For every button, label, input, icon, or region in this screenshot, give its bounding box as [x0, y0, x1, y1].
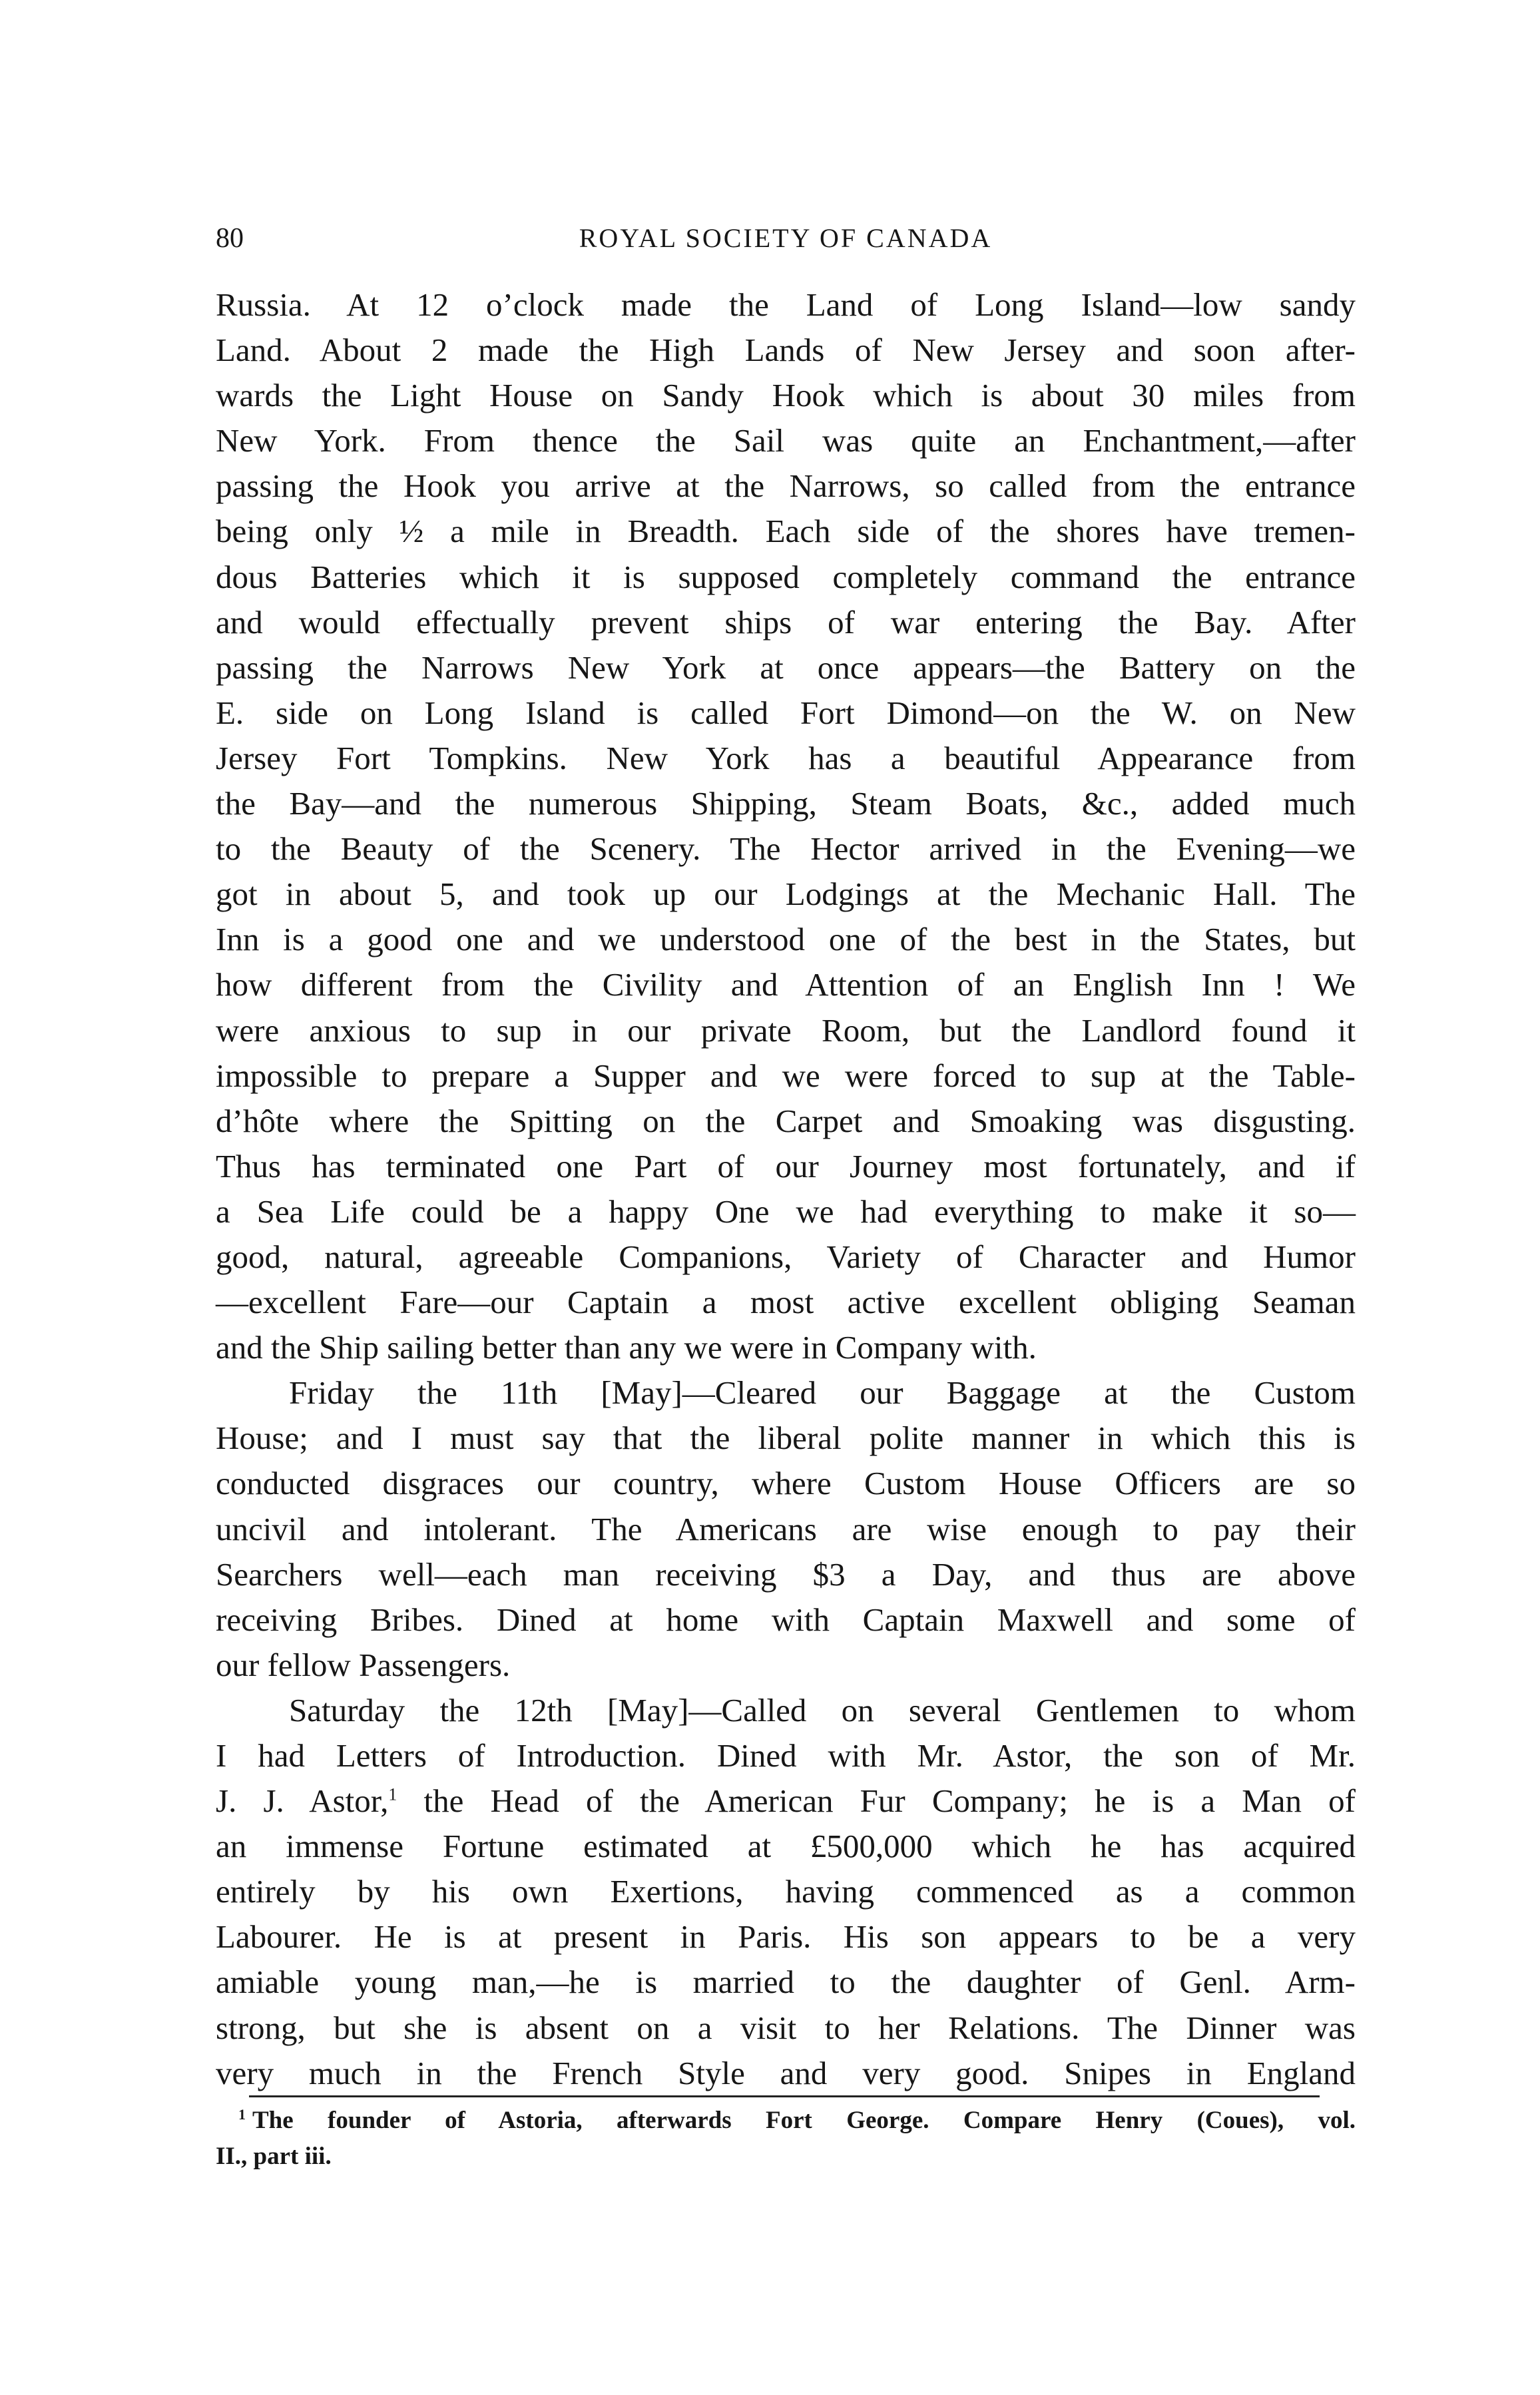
text-line: Russia. At 12 o’clock made the Land of Long Island—low sandy [216, 286, 1356, 323]
footnote-line [216, 2103, 1356, 2139]
text-line: d’hôte where the Spitting on the Carpet and Smoaking was disgusting. [216, 1102, 1356, 1139]
page-number: 80 [216, 223, 244, 254]
footnote-divider [249, 2095, 1320, 2097]
text-line: very much in the French Style and very good. Snipes in England [216, 2054, 1356, 2091]
text-line: Land. About 2 made the High Lands of New Jersey and soon after- [216, 332, 1356, 369]
text-segment: the Head of the American Fur Company; he is a Man of [397, 1782, 1356, 1820]
text-line: Inn is a good one and we understood one of the best in the States, but [216, 921, 1356, 958]
text-line: E. side on Long Island is called Fort Dimond—on the W. on New [216, 694, 1356, 731]
text-segment: J. J. Astor, [216, 1782, 389, 1820]
text-line: entirely by his own Exertions, having commenced as a common [216, 1873, 1356, 1910]
text-line: were anxious to sup in our private Room, but the Landlord found it [216, 1011, 1356, 1049]
text-line: —excellent Fare—our Captain a most active excellent obliging Seaman [216, 1284, 1356, 1321]
text-line: got in about 5, and took up our Lodgings at the Mechanic Hall. The [216, 876, 1356, 913]
text-line: amiable young man,—he is married to the daughter of Genl. Arm- [216, 1964, 1356, 2001]
text-line: conducted disgraces our country, where Custom House Officers are so [216, 1465, 1356, 1502]
text-line: impossible to prepare a Supper and we were forced to sup at the Table- [216, 1057, 1356, 1094]
text-line: wards the Light House on Sandy Hook which is about 30 miles from [216, 377, 1356, 414]
text-line: and the Ship sailing better than any we were in Company with. [216, 1329, 1037, 1366]
text-line: a Sea Life could be a happy One we had everything to make it so— [216, 1193, 1356, 1230]
text-line: passing the Narrows New York at once appears—the Battery on the [216, 649, 1356, 686]
text-line: good, natural, agreeable Companions, Variety of Character and Humor [216, 1238, 1356, 1275]
text-line-with-footnote [216, 1778, 1356, 1824]
footnote-line: II., part iii. [216, 2143, 332, 2170]
footnote-mark: 1 [238, 2105, 246, 2123]
text-line: the Bay—and the numerous Shipping, Steam Boats, &c., added much [216, 785, 1356, 822]
text-line: Saturday the 12th [May]—Called on several Gentlemen to whom [289, 1691, 1356, 1729]
footnote-reference: 1 [388, 1784, 397, 1804]
text-line: dous Batteries which it is supposed completely command the entrance [216, 558, 1356, 595]
text-line: New York. From thence the Sail was quite an Enchantment,—after [216, 422, 1356, 459]
text-line: Searchers well—each man receiving $3 a Day, and thus are above [216, 1555, 1356, 1593]
text-line: passing the Hook you arrive at the Narrows, so called from the entrance [216, 467, 1356, 505]
text-line: and would effectually prevent ships of war entering the Bay. After [216, 603, 1356, 641]
footnotes [216, 2103, 1356, 2175]
footnote-text: The founder of Astoria, afterwards Fort George. Compare Henry (Coues), vol. [252, 2107, 1356, 2134]
text-line: Labourer. He is at present in Paris. His son appears to be a very [216, 1918, 1356, 1956]
text-line: uncivil and intolerant. The Americans are wise enough to pay their [216, 1510, 1356, 1547]
text-line: our fellow Passengers. [216, 1646, 511, 1683]
body-text [216, 282, 1356, 2096]
text-line: being only ½ a mile in Breadth. Each side of the shores have tremen- [216, 513, 1356, 550]
text-line: an immense Fortune estimated at £500,000 which he has acquired [216, 1828, 1356, 1865]
text-line: how different from the Civility and Attention of an English Inn ! We [216, 966, 1356, 1003]
text-line: receiving Bribes. Dined at home with Captain Maxwell and some of [216, 1601, 1356, 1638]
text-line: strong, but she is absent on a visit to her Relations. The Dinner was [216, 2009, 1356, 2046]
running-head: ROYAL SOCIETY OF CANADA [579, 223, 993, 253]
text-line: Friday the 11th [May]—Cleared our Baggage at the Custom [289, 1374, 1356, 1412]
text-line: Thus has terminated one Part of our Journey most fortunately, and if [216, 1147, 1356, 1185]
text-line: Jersey Fort Tompkins. New York has a beautiful Appearance from [216, 739, 1356, 776]
text-line: I had Letters of Introduction. Dined with Mr. Astor, the son of Mr. [216, 1737, 1356, 1774]
text-line: House; and I must say that the liberal polite manner in which this is [216, 1420, 1356, 1457]
page-header [216, 218, 1356, 258]
text-line: to the Beauty of the Scenery. The Hector arrived in the Evening—we [216, 830, 1356, 868]
